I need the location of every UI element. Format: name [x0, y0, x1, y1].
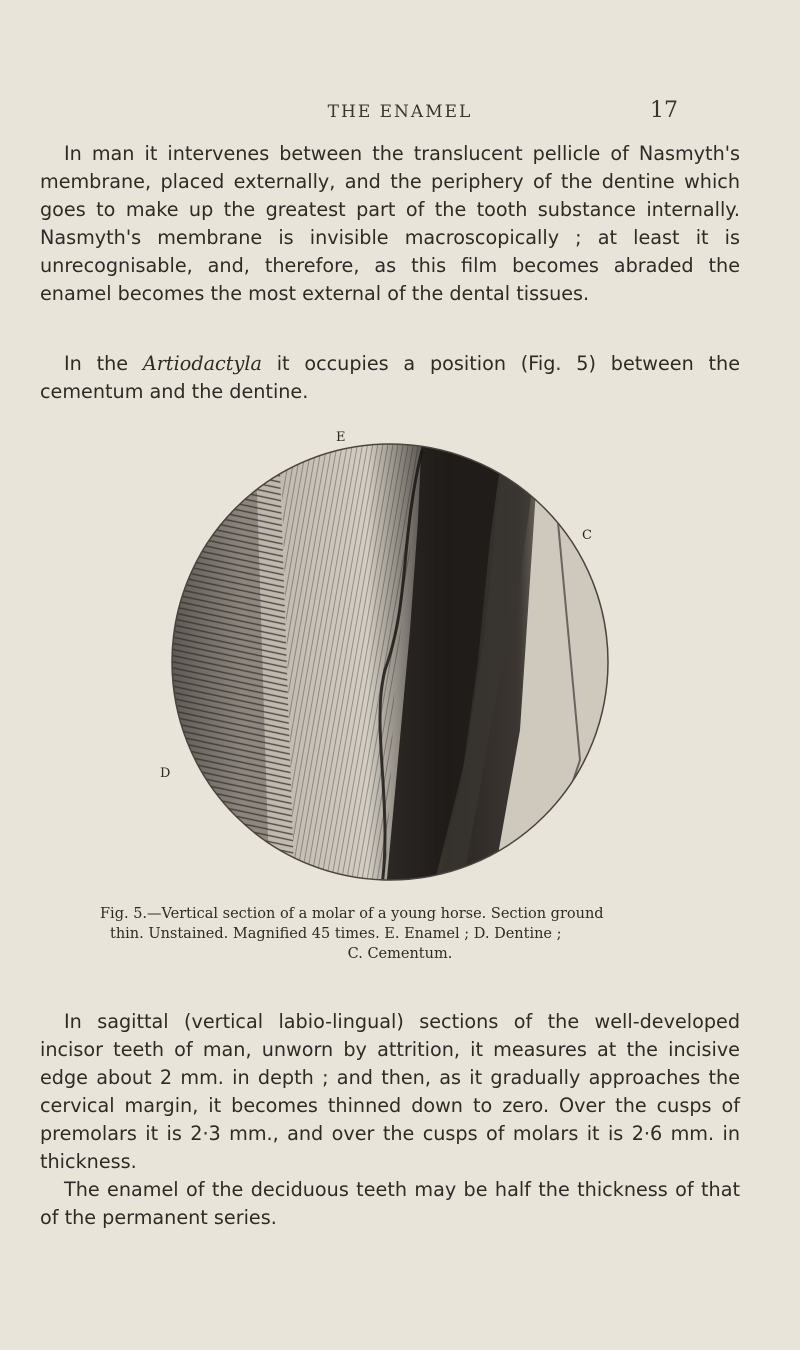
figure-label-enamel: E: [336, 430, 346, 445]
paragraph-3: [40, 1008, 740, 1176]
paragraph-4-text: The enamel of the deciduous teeth may be half the thickness of that of the permanent series.: [40, 1178, 740, 1229]
section-image: [160, 430, 620, 900]
figure-label-dentine: D: [160, 766, 171, 781]
paragraph-3-text: In sagittal (vertical labio-lingual) sections of the well-developed incisor teeth of man, unworn by attrition, it measures at the incisive edge about 2 mm. in depth ; and then, as it gradually approaches the cervical margin, it becomes thinned down to zero. Over the cusps of premolars it is 2·3 mm., and over the cusps of molars it is 2·6 mm. in thickness.: [40, 1010, 740, 1173]
paragraph-4: [40, 1176, 740, 1232]
page-number: 17: [650, 98, 678, 123]
paragraph-2-rest: it occupies a position (Fig. 5) between the cementum and the dentine.: [40, 352, 741, 403]
figure-caption: [100, 904, 700, 964]
page-header: [0, 98, 800, 138]
micrograph-plate: [160, 430, 620, 900]
paragraph-1-text: In man it intervenes between the translucent pellicle of Nasmyth's membrane, placed externally, and the periphery of the dentine which goes to make up the greatest part of the tooth substance internally. Nasmyth's membrane is invisible macroscopically ; at least it is unrecognisable, and, therefore, as this film becomes abraded the enamel becomes the most external of the dental tissues.: [40, 142, 740, 305]
paragraph-2: [40, 350, 740, 406]
running-title: THE ENAMEL: [327, 102, 473, 122]
figure-label-cementum: C: [582, 528, 592, 543]
caption-line-3: C. Cementum.: [347, 946, 453, 962]
micrograph-figure: [160, 430, 620, 900]
paragraph-2-lead: In the: [64, 352, 143, 375]
caption-line-1: Fig. 5.—Vertical section of a molar of a young horse. Section ground: [100, 906, 604, 922]
genus-name: Artiodactyla: [142, 352, 262, 375]
caption-line-2: thin. Unstained. Magnified 45 times. E. Enamel ; D. Dentine ;: [110, 926, 562, 942]
paragraph-1: [40, 140, 740, 308]
